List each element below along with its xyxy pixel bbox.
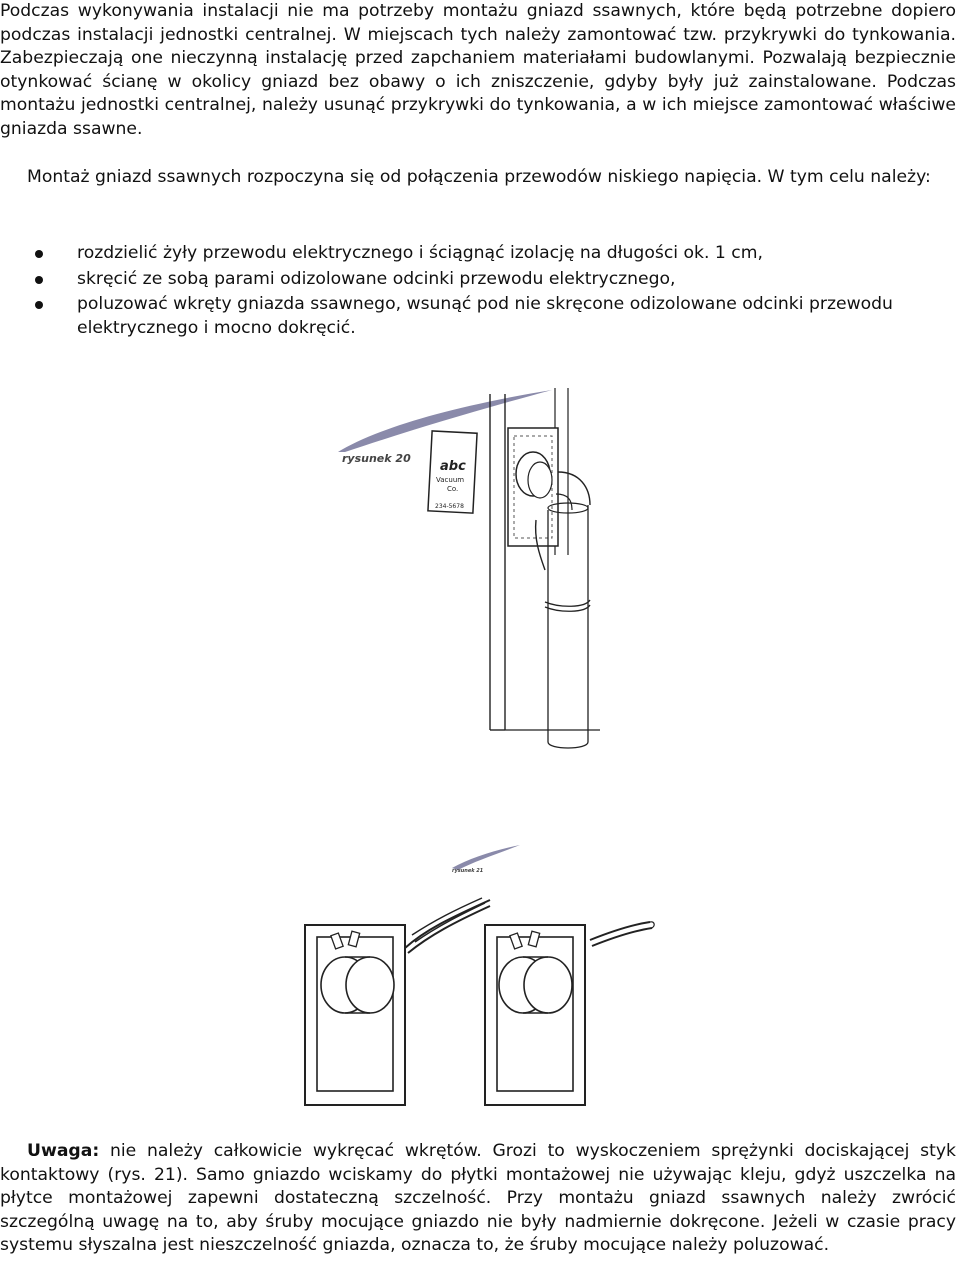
sign-line1: Vacuum [436,476,465,484]
figure-21-swoosh [452,845,520,870]
warning-paragraph [0,1140,956,1258]
steps-list [0,242,940,342]
intro-paragraph: Podczas wykonywania instalacji nie ma potrzeby montażu gniazd ssawnych, które będą potrzebne dopiero podczas instalacji jednostki centralnej. W miejscach tych należy zamontować tzw. przykrywki do tynkowania. Zabezpieczają one nieczynną instalację przed zapchaniem materiałami budowlanymi. Pozwalają bezpiecznie otynkować ścianę w okolicy gniazd bez obawy o ich zniszczenie, gdyby były już zainstalowane. Podczas montażu jednostki centralnej, należy usunąć przykrywki do tynkowania, a w ich miejsce zamontować właściwe gniazda ssawne. [0,1,956,139]
figure-20-label: rysunek 20 [342,452,411,465]
sign-brand: abc [440,459,466,474]
list-item: skręcić ze sobą parami odizolowane odcinki przewodu elektrycznego, [0,268,940,292]
figure-21 [300,840,660,1110]
sign-phone: 234-5678 [435,503,464,510]
sign-line2: Co. [447,485,459,493]
installation-intro-text: Montaż gniazd ssawnych rozpoczyna się od połączenia przewodów niskiego napięcia. W tym celu należy: [27,167,931,187]
warning-text: nie należy całkowicie wykręcać wkrętów. Grozi to wyskoczeniem sprężynki dociskającej styk kontaktowy (rys. 21). Samo gniazdo wciskamy do płytki montażowej nie używając kleju, gdyż uszczelka na płytce montażowej zapewni dostateczną szczelność. Przy montażu gniazd ssawnych należy zwrócić szczególną uwagę na to, aby śruby mocujące gniazdo nie były nadmiernie dokręcone. Jeżeli w czasie pracy systemu słyszalna jest nieszczelność gniazda, oznacza to, że śruby mocujące należy poluzować. [0,1141,956,1256]
list-item: rozdzielić żyły przewodu elektrycznego i ściągnąć izolację na długości ok. 1 cm, [0,242,940,266]
installation-intro-paragraph [0,166,956,190]
figure-21-label: rysunek 21 [452,868,484,874]
warning-label: Uwaga: [27,1141,100,1161]
list-item: poluzować wkręty gniazda ssawnego, wsunąć pod nie skręcone odizolowane odcinki przewodu elektrycznego i mocno dokręcić. [0,293,940,340]
figure-20 [330,384,610,784]
